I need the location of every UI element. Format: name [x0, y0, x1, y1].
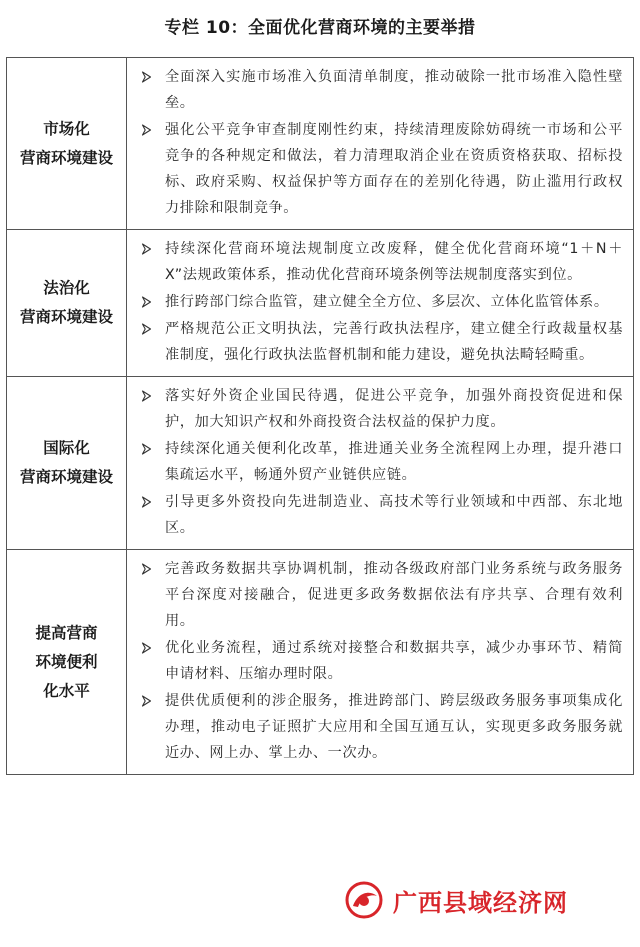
category-line: 化水平 [43, 681, 90, 700]
measure-text: 引导更多外资投向先进制造业、高技术等行业领域和中西部、东北地区。 [165, 494, 623, 536]
hollow-arrow-bullet-icon [141, 443, 152, 455]
measure-item [139, 556, 623, 634]
hollow-arrow-bullet-icon [141, 71, 152, 83]
measure-text: 优化业务流程，通过系统对接整合和数据共享，减少办事环节、精简申请材料、压缩办理时限。 [165, 640, 623, 682]
measure-item [139, 635, 623, 687]
measure-item [139, 236, 623, 288]
watermark-text: 广西县域经济网 [390, 883, 571, 918]
globe-logo-icon [344, 880, 384, 920]
section-category [7, 550, 127, 775]
hollow-arrow-bullet-icon [141, 642, 152, 654]
measure-item [139, 289, 623, 315]
measure-text: 强化公平竞争审查制度刚性约束，持续清理废除妨碍统一市场和公平竞争的各种规定和做法，着力清理取消企业在资质资格获取、招标投标、政府采购、权益保护等方面存在的差别化待遇，防止滥用行政权力排除和限制竞争。 [165, 122, 623, 216]
page-title: 专栏 10：全面优化营商环境的主要举措 [164, 18, 476, 38]
measure-item [139, 64, 623, 116]
section-category [7, 230, 127, 377]
section-row [7, 550, 634, 775]
hollow-arrow-bullet-icon [141, 390, 152, 402]
category-line: 提高营商 [35, 623, 98, 642]
category-line: 营商环境建设 [19, 308, 113, 326]
measure-item [139, 383, 623, 435]
category-line: 营商环境建设 [19, 148, 113, 167]
hollow-arrow-bullet-icon [141, 124, 152, 136]
measure-text: 持续深化营商环境法规制度立改废释，健全优化营商环境“1＋N＋X”法规政策体系，推动优化营商环境条例等法规制度落实到位。 [165, 241, 623, 283]
measures-table [6, 57, 634, 775]
category-line: 市场化 [43, 119, 90, 138]
hollow-arrow-bullet-icon [141, 496, 152, 508]
measure-text: 提供优质便利的涉企服务，推进跨部门、跨层级政务服务事项集成化办理，推动电子证照扩大应用和全国互通互认，实现更多政务服务就近办、网上办、掌上办、一次办。 [165, 693, 623, 761]
measure-item [139, 117, 623, 221]
section-measures [127, 550, 634, 775]
measure-text: 全面深入实施市场准入负面清单制度，推动破除一批市场准入隐性壁垒。 [165, 69, 623, 111]
hollow-arrow-bullet-icon [141, 563, 152, 575]
hollow-arrow-bullet-icon [141, 323, 152, 335]
section-category [7, 58, 127, 230]
hollow-arrow-bullet-icon [141, 243, 152, 255]
measure-text: 持续深化通关便利化改革，推进通关业务全流程网上办理，提升港口集疏运水平，畅通外贸产业链供应链。 [165, 441, 623, 483]
hollow-arrow-bullet-icon [141, 695, 152, 707]
section-row [7, 230, 634, 377]
measure-text: 落实好外资企业国民待遇，促进公平竞争，加强外商投资促进和保护，加大知识产权和外商投资合法权益的保护力度。 [165, 388, 623, 430]
measure-item [139, 489, 623, 541]
measure-text: 严格规范公正文明执法，完善行政执法程序，建立健全行政裁量权基准制度，强化行政执法监督机制和能力建设，避免执法畸轻畸重。 [165, 321, 623, 363]
measure-item [139, 436, 623, 488]
section-row [7, 58, 634, 230]
measure-text: 推行跨部门综合监管，建立健全全方位、多层次、立体化监管体系。 [165, 294, 609, 310]
measure-item [139, 316, 623, 368]
site-watermark [344, 876, 634, 926]
measure-text: 完善政务数据共享协调机制，推动各级政府部门业务系统与政务服务平台深度对接融合，促进更多政务数据依法有序共享、合理有效利用。 [165, 561, 623, 629]
category-line: 法治化 [43, 279, 90, 297]
section-measures [127, 230, 634, 377]
section-category [7, 377, 127, 550]
section-row [7, 377, 634, 550]
hollow-arrow-bullet-icon [141, 296, 152, 308]
section-measures [127, 377, 634, 550]
category-line: 国际化 [43, 439, 90, 457]
category-line: 环境便利 [35, 652, 98, 671]
category-line: 营商环境建设 [19, 468, 113, 486]
measure-item [139, 688, 623, 766]
section-measures [127, 58, 634, 230]
